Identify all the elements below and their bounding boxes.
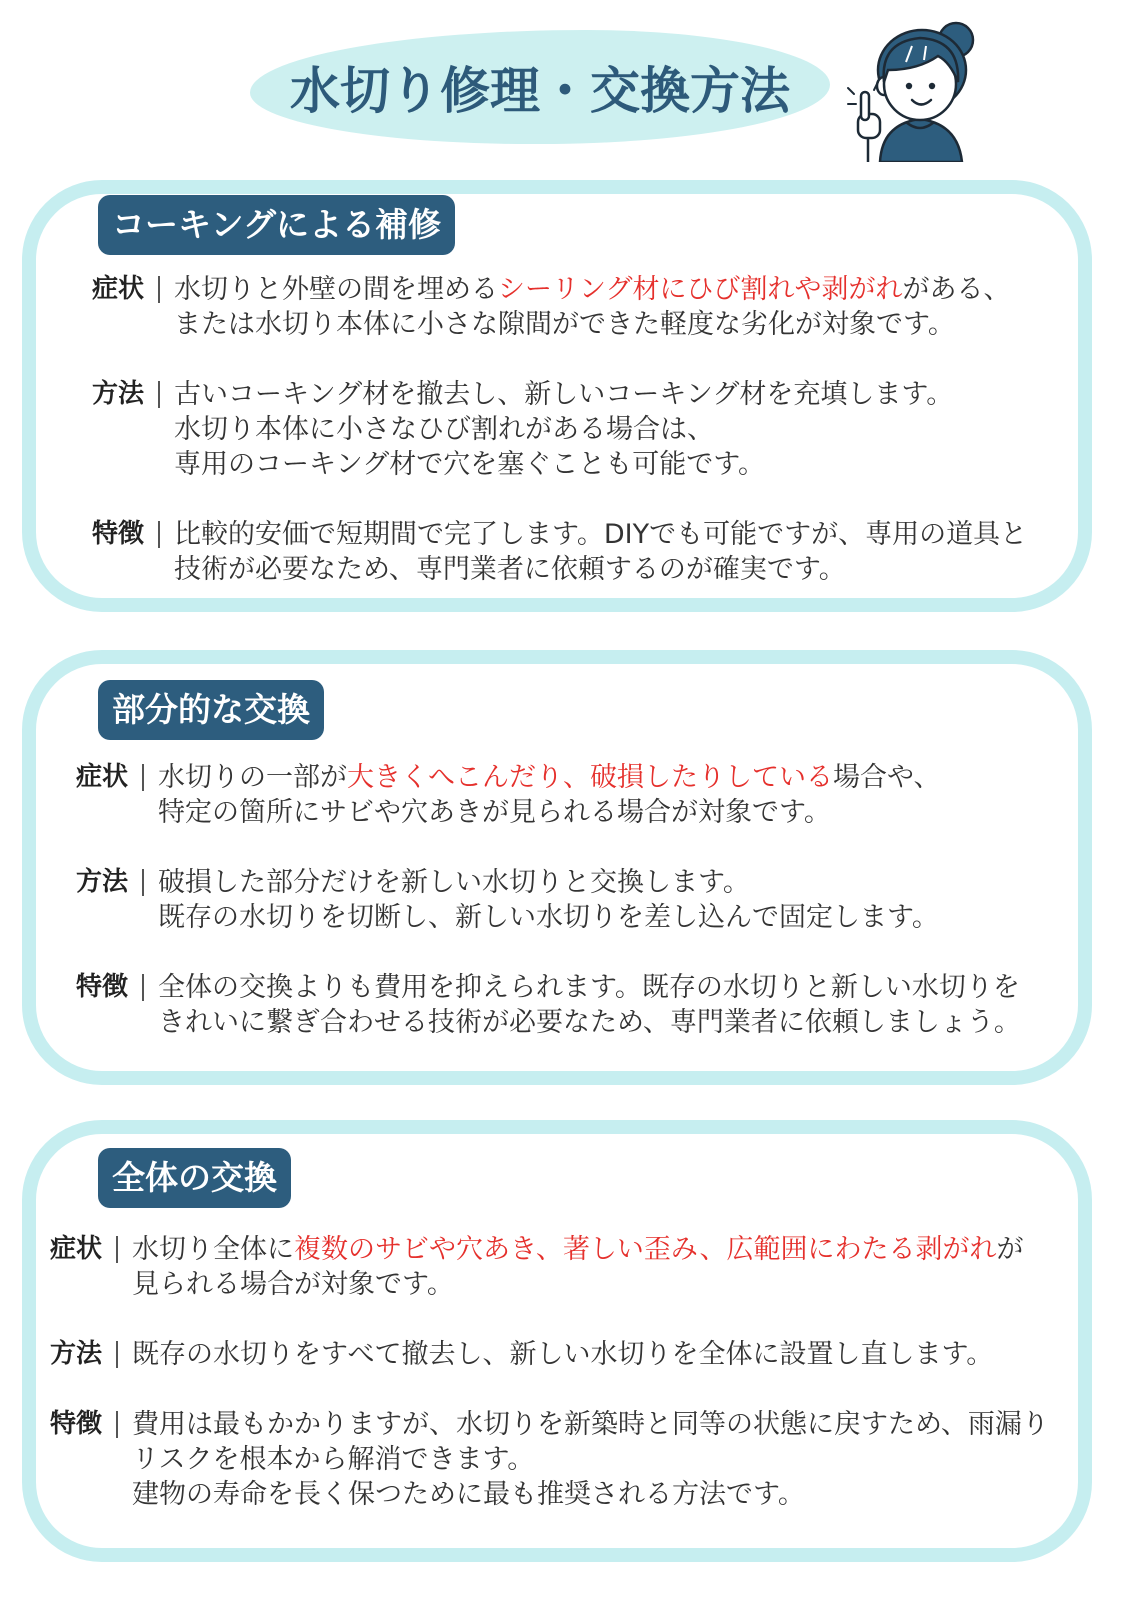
text-segment: 建物の寿命を長く保つために最も推奨される方法です。 xyxy=(132,1479,805,1510)
text-segment: 特定の箇所にサビや穴あきが見られる場合が対象です。 xyxy=(158,797,831,828)
text-segment: 既存の水切りをすべて撤去し、新しい水切りを全体に設置し直します。 xyxy=(132,1339,994,1370)
symptom-row xyxy=(76,760,1021,830)
text-segment: 水切り全体に xyxy=(132,1234,294,1265)
text-segment: 技術が必要なため、専門業者に依頼するのが確実です。 xyxy=(174,554,846,585)
section-heading: 全体の交換 xyxy=(98,1148,291,1208)
label-divider xyxy=(142,869,144,896)
row-text xyxy=(132,1407,1049,1512)
text-segment: 全体の交換よりも費用を抑えられます。既存の水切りと新しい水切りを xyxy=(158,972,1020,1003)
text-line xyxy=(158,865,939,900)
section-caulking-repair xyxy=(22,180,1092,612)
text-line xyxy=(174,447,953,482)
page-title: 水切り修理・交換方法 xyxy=(290,62,790,120)
section-heading: 部分的な交換 xyxy=(98,680,324,740)
text-line xyxy=(174,517,1027,552)
text-segment: がある、 xyxy=(902,274,1011,305)
row-text xyxy=(174,272,1010,342)
text-line xyxy=(158,760,940,795)
section-full-replacement xyxy=(22,1120,1092,1562)
text-segment: リスクを根本から解消できます。 xyxy=(132,1444,535,1475)
row-text xyxy=(174,377,953,482)
row-label: 特徴 xyxy=(92,519,145,549)
text-segment: 水切り本体に小さなひび割れがある場合は、 xyxy=(174,414,714,445)
section-heading: コーキングによる補修 xyxy=(98,195,455,255)
text-line xyxy=(132,1232,1024,1267)
text-segment: が xyxy=(996,1234,1024,1265)
symptom-row xyxy=(92,272,1027,342)
section-partial-replacement xyxy=(22,650,1092,1085)
text-segment: 破損した部分だけを新しい水切りと交換します。 xyxy=(158,867,750,898)
section-rows xyxy=(76,760,1021,1040)
text-line xyxy=(132,1407,1049,1442)
feature-row xyxy=(50,1407,1049,1512)
symptom-row xyxy=(50,1232,1049,1302)
text-line xyxy=(158,795,940,830)
label-divider xyxy=(158,381,160,408)
row-label: 症状 xyxy=(92,274,145,304)
section-rows xyxy=(92,272,1027,587)
text-line xyxy=(174,272,1010,307)
row-text xyxy=(158,760,940,830)
highlighted-text: シーリング材にひび割れや剥がれ xyxy=(498,274,903,305)
label-divider xyxy=(142,974,144,1001)
text-segment: 水切りと外壁の間を埋める xyxy=(174,274,498,305)
text-segment: 専用のコーキング材で穴を塞ぐことも可能です。 xyxy=(174,449,766,480)
text-line xyxy=(174,377,953,412)
text-line xyxy=(158,900,939,935)
row-text xyxy=(158,970,1021,1040)
text-line xyxy=(132,1337,993,1372)
text-segment: きれいに繋ぎ合わせる技術が必要なため、専門業者に依頼しましょう。 xyxy=(158,1007,1021,1038)
text-line xyxy=(174,307,1010,342)
row-text xyxy=(132,1232,1024,1302)
method-row xyxy=(92,377,1027,482)
row-label: 方法 xyxy=(76,867,129,897)
row-text xyxy=(158,865,939,935)
text-segment: 水切りの一部が xyxy=(158,762,347,793)
method-row xyxy=(50,1337,1049,1372)
text-line xyxy=(132,1267,1024,1302)
row-label: 方法 xyxy=(92,379,145,409)
feature-row xyxy=(76,970,1021,1040)
label-divider xyxy=(158,521,160,548)
text-segment: または水切り本体に小さな隙間ができた軽度な劣化が対象です。 xyxy=(174,309,955,340)
highlighted-text: 大きくへこんだり、破損したりしている xyxy=(347,762,833,793)
person-pointing-up-icon xyxy=(846,10,980,162)
row-label: 症状 xyxy=(50,1234,103,1264)
row-label: 特徴 xyxy=(76,972,129,1002)
row-text xyxy=(174,517,1027,587)
row-text xyxy=(132,1337,993,1372)
text-segment: 既存の水切りを切断し、新しい水切りを差し込んで固定します。 xyxy=(158,902,939,933)
label-divider xyxy=(158,276,160,303)
method-row xyxy=(76,865,1021,935)
row-label: 特徴 xyxy=(50,1409,103,1439)
text-segment: 古いコーキング材を撤去し、新しいコーキング材を充填します。 xyxy=(174,379,954,410)
label-divider xyxy=(142,764,144,791)
text-line xyxy=(158,970,1021,1005)
row-label: 症状 xyxy=(76,762,129,792)
text-line xyxy=(132,1442,1049,1477)
text-line xyxy=(158,1005,1021,1040)
label-divider xyxy=(116,1411,118,1438)
text-segment: 費用は最もかかりますが、水切りを新築時と同等の状態に戻すため、雨漏り xyxy=(132,1409,1049,1440)
highlighted-text: 複数のサビや穴あき、著しい歪み、広範囲にわたる剥がれ xyxy=(294,1234,997,1265)
text-segment: 見られる場合が対象です。 xyxy=(132,1269,454,1300)
title-banner xyxy=(250,30,830,144)
label-divider xyxy=(116,1236,118,1263)
section-rows xyxy=(50,1232,1049,1512)
text-line xyxy=(132,1477,1049,1512)
row-label: 方法 xyxy=(50,1339,103,1369)
label-divider xyxy=(116,1341,118,1368)
text-segment: 比較的安価で短期間で完了します。DIYでも可能ですが、専用の道具と xyxy=(174,519,1028,550)
feature-row xyxy=(92,517,1027,587)
text-segment: 場合や、 xyxy=(833,762,941,793)
text-line xyxy=(174,412,953,447)
text-line xyxy=(174,552,1027,587)
